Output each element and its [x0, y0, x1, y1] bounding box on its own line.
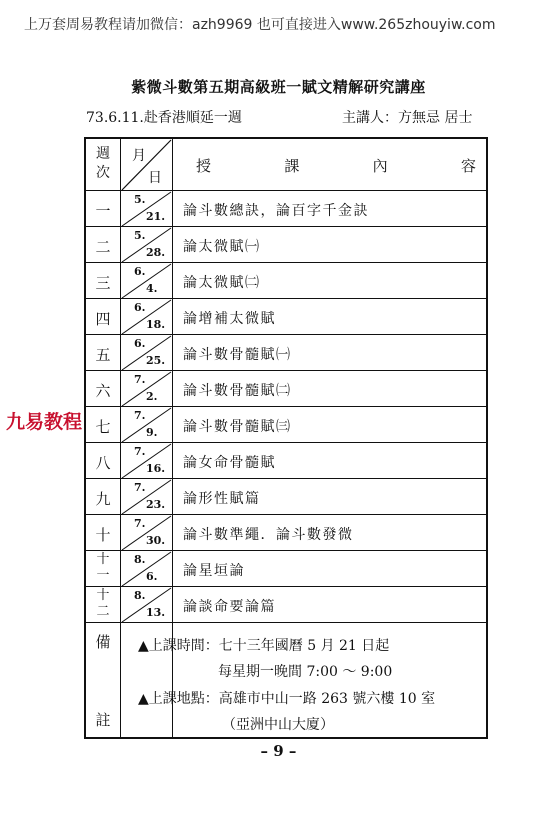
- header-week-line2: 次: [96, 165, 110, 181]
- month-cell: 6.: [134, 337, 146, 350]
- class-time: ▲上課時間：七十三年國曆 5 月 21 日起: [138, 638, 390, 654]
- table-row: [86, 335, 486, 371]
- table-row: [86, 587, 486, 623]
- lecturer: 主講人：方無忌 居士: [342, 110, 473, 126]
- month-cell: 6.: [134, 265, 146, 278]
- header-diagonal: [120, 139, 172, 191]
- day-cell: 4.: [146, 282, 158, 295]
- day-cell: 16.: [146, 462, 166, 475]
- notes-label-bottom: 註: [95, 711, 111, 729]
- month-cell: 8.: [134, 553, 146, 566]
- table-row: [86, 227, 486, 263]
- day-cell: 30.: [146, 534, 166, 547]
- lesson-topic: 論女命骨髓賦: [183, 455, 276, 471]
- lesson-topic: 論太微賦㈡: [183, 275, 261, 291]
- table-row: [86, 443, 486, 479]
- day-cell: 28.: [146, 246, 166, 259]
- week-cell: 十 一: [96, 552, 110, 583]
- lesson-topic: 論太微賦㈠: [183, 239, 261, 255]
- class-location: ▲上課地點：高雄市中山一路 263 號六樓 10 室: [138, 691, 436, 707]
- week-cell: 十 二: [96, 588, 110, 619]
- week-cell: 十: [95, 526, 111, 544]
- lesson-topic: 論斗數總訣，論百字千金訣: [183, 203, 369, 219]
- day-cell: 13.: [146, 606, 166, 619]
- month-cell: 7.: [134, 517, 146, 530]
- lesson-topic: 論談命要論篇: [183, 599, 276, 615]
- lesson-topic: 論斗數骨髓賦㈡: [183, 383, 292, 399]
- day-cell: 9.: [146, 426, 158, 439]
- page-title: 紫微斗數第五期高級班一賦文精解研究講座: [131, 78, 426, 96]
- schedule-table: [84, 137, 488, 739]
- watermark-logo: 九易教程: [6, 411, 83, 433]
- watermark-banner: 上万套周易教程请加微信：azh9969 也可直接进入www.265zhouyiw.com: [24, 17, 496, 33]
- day-cell: 18.: [146, 318, 166, 331]
- month-cell: 5.: [134, 229, 146, 242]
- week-cell: 三: [95, 274, 111, 292]
- month-cell: 5.: [134, 193, 146, 206]
- lesson-topic: 論增補太微賦: [183, 311, 276, 327]
- header-week-line1: 週: [96, 146, 110, 162]
- page-number: – 9 –: [260, 742, 297, 760]
- week-cell: 六: [95, 382, 111, 400]
- lesson-topic: 論形性賦篇: [183, 491, 261, 507]
- lesson-topic: 論斗數骨髓賦㈢: [183, 419, 292, 435]
- month-cell: 7.: [134, 409, 146, 422]
- header-content: [196, 155, 476, 176]
- header-content-char: 內: [372, 157, 388, 175]
- table-row: [86, 479, 486, 515]
- table-header: [86, 139, 486, 191]
- month-cell: 7.: [134, 481, 146, 494]
- header-content-char: 課: [284, 157, 300, 175]
- header-month: 月: [132, 148, 146, 164]
- header-day: 日: [148, 170, 162, 186]
- month-cell: 7.: [134, 373, 146, 386]
- table-row: [86, 191, 486, 227]
- header-content-char: 容: [460, 157, 476, 175]
- month-cell: 7.: [134, 445, 146, 458]
- day-cell: 6.: [146, 570, 158, 583]
- lesson-topic: 論斗數準繩．論斗數發微: [183, 527, 354, 543]
- month-cell: 6.: [134, 301, 146, 314]
- notes-label-top: 備: [95, 633, 111, 651]
- table-row: [86, 299, 486, 335]
- day-cell: 25.: [146, 354, 166, 367]
- table-row: [86, 515, 486, 551]
- lesson-topic: 論斗數骨髓賦㈠: [183, 347, 292, 363]
- notes-section: [86, 623, 486, 737]
- week-cell: 九: [95, 490, 111, 508]
- week-cell: 二: [95, 238, 111, 256]
- class-location-detail: （亞洲中山大廈）: [222, 717, 334, 733]
- month-cell: 8.: [134, 589, 146, 602]
- week-cell: 七: [95, 418, 111, 436]
- class-time-detail: 每星期一晚間 7:00 ～ 9:00: [218, 664, 393, 680]
- table-row: [86, 551, 486, 587]
- postponement-note: 73.6.11.赴香港順延一週: [86, 110, 242, 126]
- lesson-topic: 論星垣論: [183, 563, 245, 579]
- header-content-char: 授: [196, 157, 212, 175]
- table-row: [86, 371, 486, 407]
- day-cell: 21.: [146, 210, 166, 223]
- week-cell: 一: [95, 202, 111, 220]
- table-row: [86, 263, 486, 299]
- week-cell: 五: [95, 346, 111, 364]
- header-week: [86, 145, 120, 183]
- table-row: [86, 407, 486, 443]
- day-cell: 23.: [146, 498, 166, 511]
- day-cell: 2.: [146, 390, 158, 403]
- week-cell: 八: [95, 454, 111, 472]
- week-cell: 四: [95, 310, 111, 328]
